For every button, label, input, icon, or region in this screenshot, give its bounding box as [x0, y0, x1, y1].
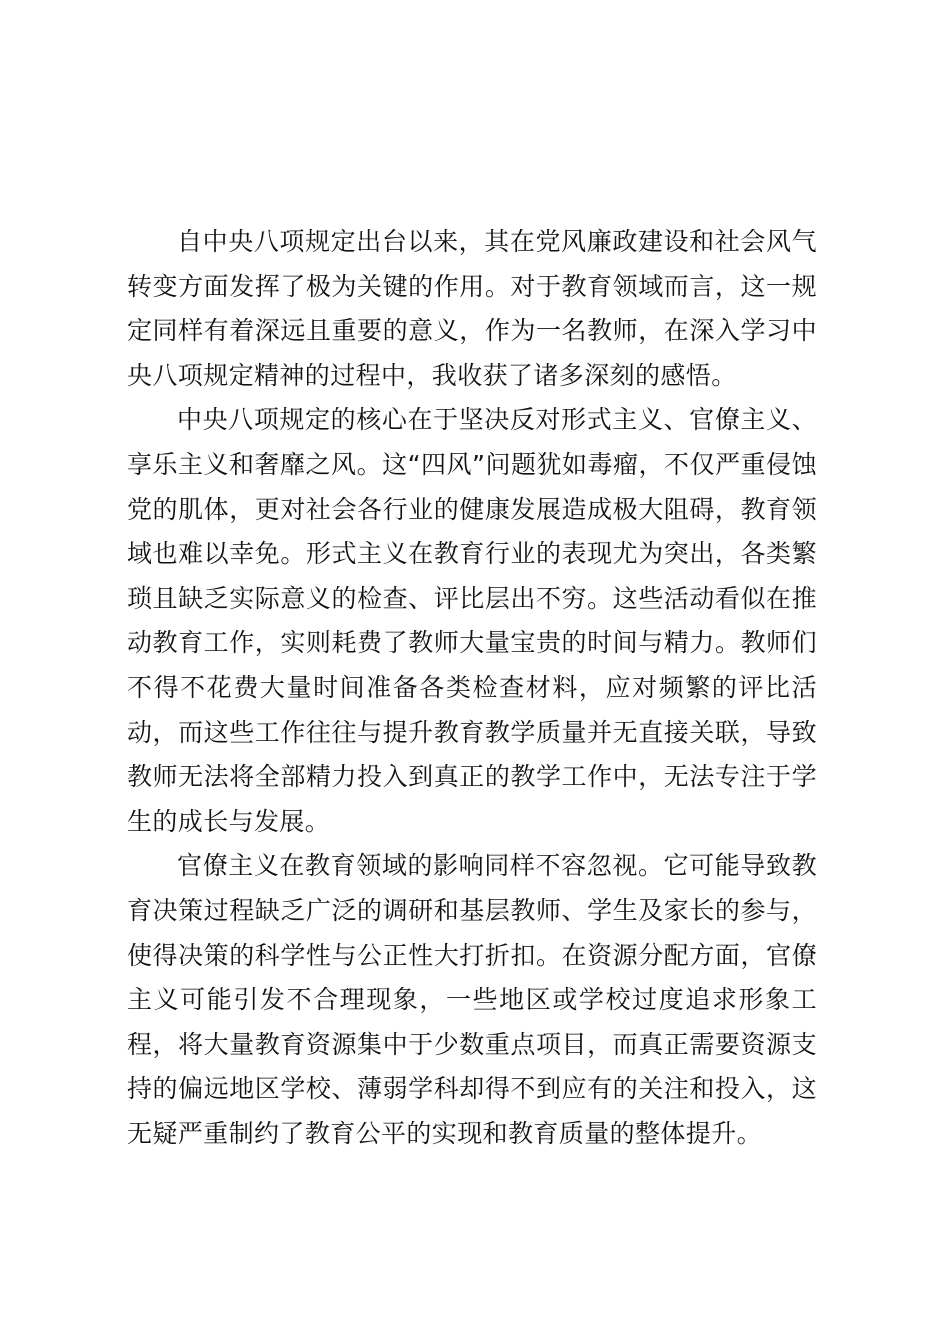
paragraph-four-styles: 中央八项规定的核心在于坚决反对形式主义、官僚主义、享乐主义和奢靡之风。这“四风”问题犹如毒瘤，不仅严重侵蚀党的肌体，更对社会各行业的健康发展造成极大阻碍，教育领域也难以幸免。形式主义在教育行业的表现尤为突出，各类繁琐且缺乏实际意义的检查、评比层出不穷。这些活动看似在推动教育工作，实则耗费了教师大量宝贵的时间与精力。教师们不得不花费大量时间准备各类检查材料，应对频繁的评比活动，而这些工作往往与提升教育教学质量并无直接关联，导致教师无法将全部精力投入到真正的教学工作中，无法专注于学生的成长与发展。	[127, 405, 817, 836]
paragraph-intro: 自中央八项规定出台以来，其在党风廉政建设和社会风气转变方面发挥了极为关键的作用。对于教育领域而言，这一规定同样有着深远且重要的意义，作为一名教师，在深入学习中央八项规定精神的过程中，我收获了诸多深刻的感悟。	[127, 227, 817, 390]
document-body	[127, 220, 817, 1156]
paragraph-bureaucracy: 官僚主义在教育领域的影响同样不容忽视。它可能导致教育决策过程缺乏广泛的调研和基层教师、学生及家长的参与，使得决策的科学性与公正性大打折扣。在资源分配方面，官僚主义可能引发不合理现象，一些地区或学校过度追求形象工程，将大量教育资源集中于少数重点项目，而真正需要资源支持的偏远地区学校、薄弱学科却得不到应有的关注和投入，这无疑严重制约了教育公平的实现和教育质量的整体提升。	[127, 851, 817, 1148]
